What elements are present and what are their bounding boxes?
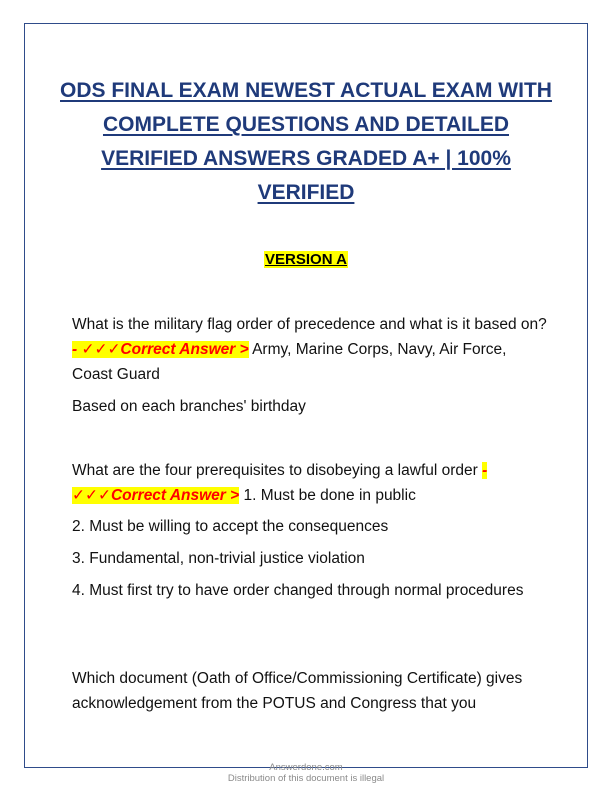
correct-answer-marker: - ✓✓✓Correct Answer > <box>72 462 488 504</box>
qa-block-1 <box>72 312 547 387</box>
answer-2-line-1: 1. Must be done in public <box>243 487 416 504</box>
answer-2-line-4: 4. Must first try to have order changed through normal procedures <box>72 582 524 599</box>
version-label: VERSION A <box>265 251 347 268</box>
question-1: What is the military flag order of precedence and what is it based on? <box>72 316 547 333</box>
correct-answer-marker: - ✓✓✓Correct Answer > <box>72 341 249 358</box>
footer-notice: Distribution of this document is illegal <box>227 773 385 784</box>
qa-block-2 <box>72 458 547 508</box>
question-3: Which document (Oath of Office/Commissioning Certificate) gives acknowledgement from the POTUS and Congress that you <box>72 670 523 712</box>
document-title: ODS FINAL EXAM NEWEST ACTUAL EXAM WITH COMPLETE QUESTIONS AND DETAILED VERIFIED ANSWERS GRADED A+ | 100% VERIFIED <box>60 79 552 204</box>
answer-1-line-1: Army, Marine Corps, Navy, Air Force, Coast Guard <box>72 341 507 383</box>
answer-2-line-3: 3. Fundamental, non-trivial justice violation <box>72 550 365 567</box>
answer-2-line-2: 2. Must be willing to accept the consequences <box>72 518 389 535</box>
answer-1-line-2: Based on each branches' birthday <box>72 398 306 415</box>
question-2: What are the four prerequisites to disobeying a lawful order <box>72 462 478 479</box>
footer-site: Answerdone.com <box>269 762 343 773</box>
